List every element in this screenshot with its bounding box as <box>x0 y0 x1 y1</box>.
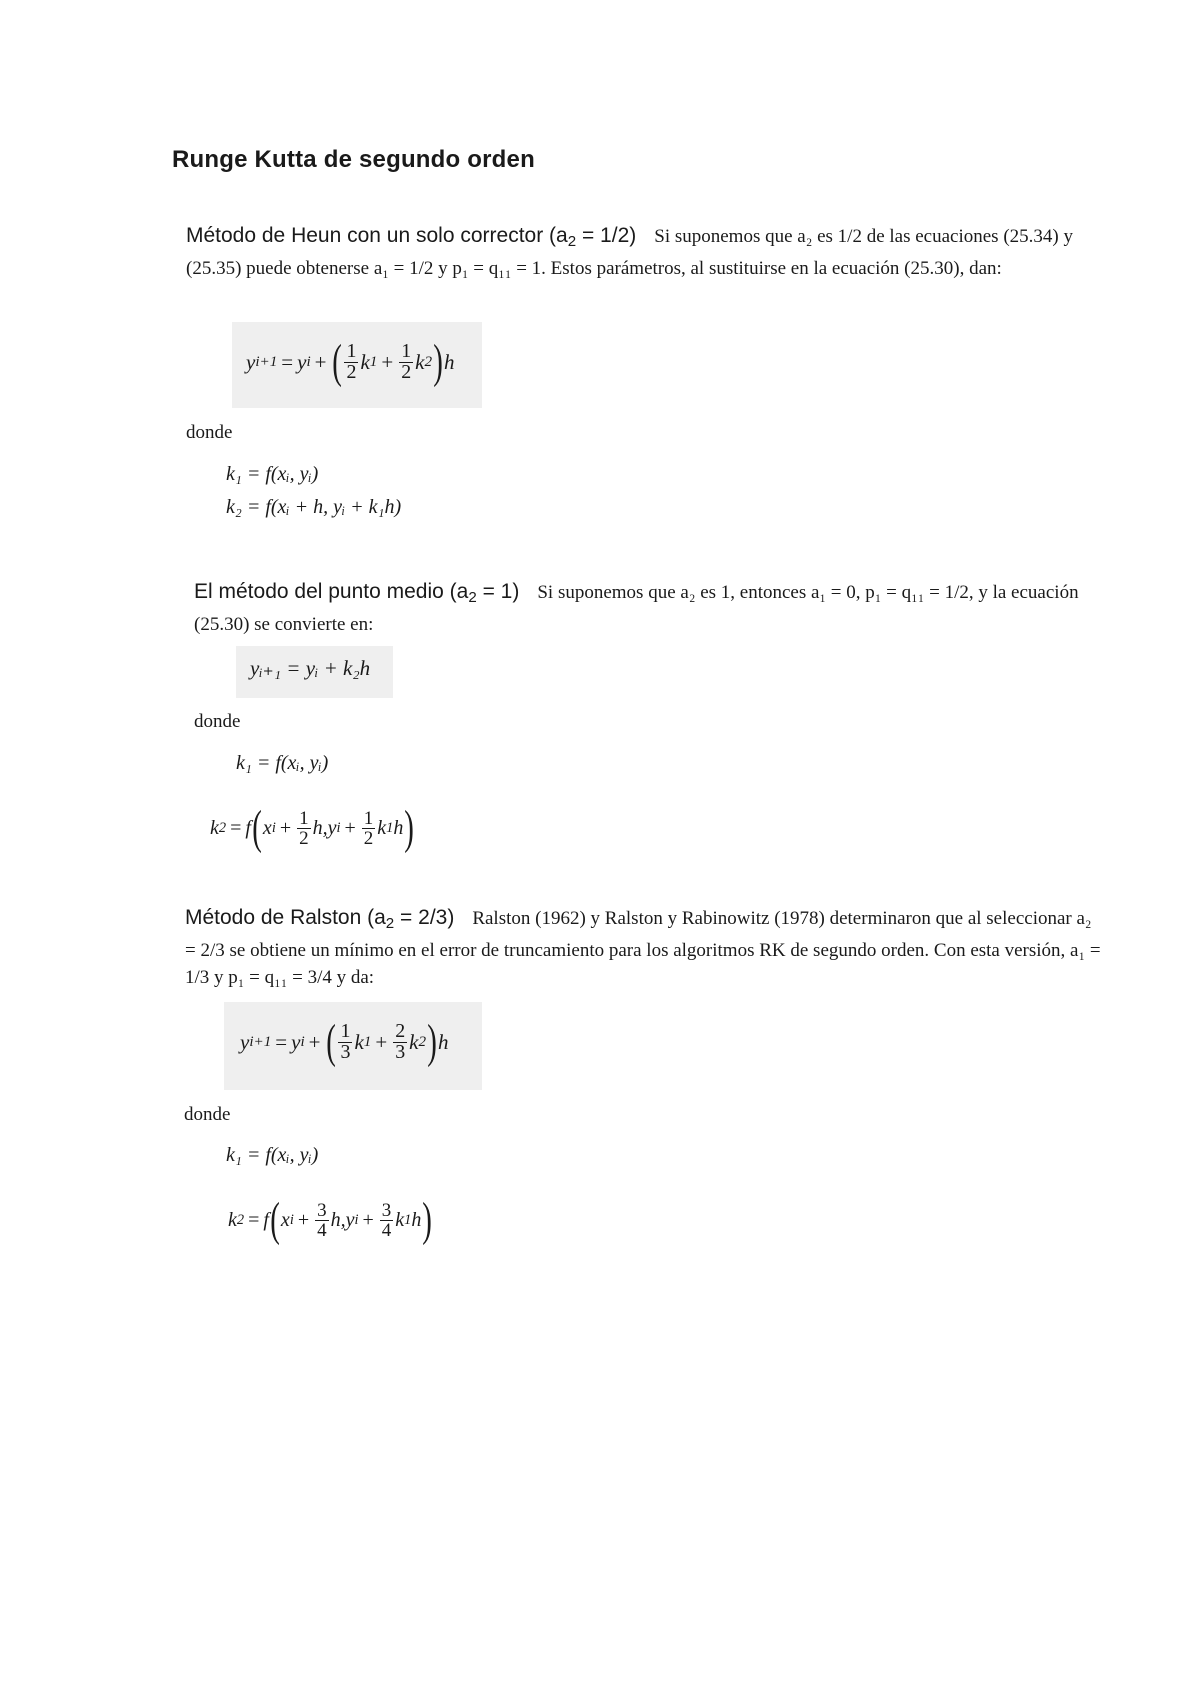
heun-body: Si suponemos que a₂ es 1/2 de las ecuaciones (25.34) y (25.35) puede obtenerse a₁ = 1/2 y p₁ = q₁₁ = 1. Estos parámetros, al sustituirse en la ecuación (25.30), dan: <box>186 226 1073 279</box>
heun-paragraph <box>186 222 1086 282</box>
heun-k2: k₂ = f(xᵢ + h, yᵢ + k₁h) <box>226 496 402 518</box>
midpoint-section <box>194 578 1124 638</box>
heun-section <box>186 222 1086 282</box>
ralston-equation: y i+1 = y i + ( $\frac{1}{3}$ k 1 + $\frac{2}{3}$ k 2 ) h <box>240 1015 449 1068</box>
ralston-heading: Método de Ralston $(a_2 = 2/3)$ <box>185 906 455 932</box>
heun-equation: y i+1 = y i + ( $\frac{1}{2}$ k 1 + $\frac{1}{2}$ k 2 ) h <box>246 335 455 388</box>
heun-donde: donde <box>186 422 233 443</box>
ralston-k2: k 2 = f ( x i + $\frac{3}{4}$ h, y i + $\frac{3}{4}$ k 1 h ) <box>228 1193 433 1246</box>
heun-k1: k₁ = f(xᵢ, yᵢ) <box>226 463 319 485</box>
midpoint-k2: k 2 = f ( x i + $\frac{1}{2}$ h, y i + $\frac{1}{2}$ k 1 h ) <box>210 801 415 854</box>
ralston-k1: k₁ = f(xᵢ, yᵢ) <box>226 1144 319 1166</box>
ralston-paragraph <box>185 904 1105 991</box>
midpoint-body: Si suponemos que a₂ es 1, entonces a₁ = 0, p₁ = q₁₁ = 1/2, y la ecuación (25.30) se convierte en: <box>194 582 1079 635</box>
heun-heading: Método de Heun con un solo corrector $(a_2 = 1/2)$ <box>186 224 637 250</box>
midpoint-paragraph <box>194 578 1124 638</box>
midpoint-k1: k₁ = f(xᵢ, yᵢ) <box>236 752 329 774</box>
ralston-donde: donde <box>184 1104 231 1125</box>
midpoint-equation: yᵢ₊₁ = yᵢ + k₂h <box>250 656 371 680</box>
page-title: Runge Kutta de segundo orden <box>172 146 535 173</box>
midpoint-heading: El método del punto medio $(a_2 = 1)$ <box>194 580 520 606</box>
ralston-body: Ralston (1962) y Ralston y Rabinowitz (1978) determinaron que al seleccionar a₂ = 2/3 se obtiene un mínimo en el error de truncamiento para los algoritmos RK de segundo orden. Con esta versión, a₁ = 1/3 y p₁ = q₁₁ = 3/4 y da: <box>185 908 1101 988</box>
ralston-section <box>185 904 1105 991</box>
midpoint-donde: donde <box>194 711 241 732</box>
